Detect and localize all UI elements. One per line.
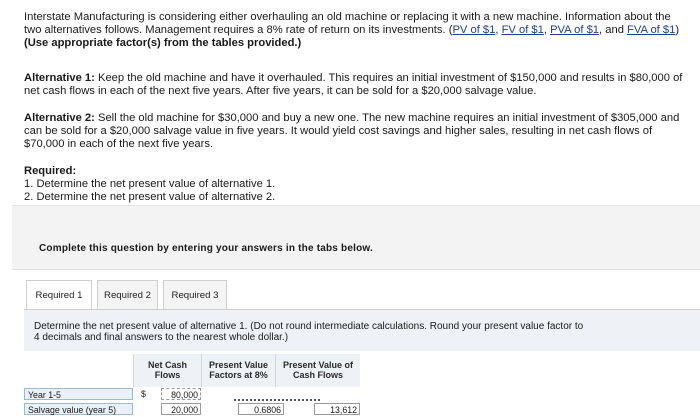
header-blank: [24, 354, 133, 387]
header-net-cash-flows: Net Cash Flows: [133, 354, 201, 387]
fv-table-link[interactable]: FV of $1: [501, 24, 544, 36]
table-row: [24, 388, 374, 400]
tab-required-1[interactable]: Required 1: [26, 280, 92, 310]
net-cash-flow-input[interactable]: 20,000: [161, 403, 201, 415]
tab-required-3[interactable]: Required 3: [163, 280, 227, 310]
net-cash-flow-input[interactable]: 80,000: [161, 388, 201, 400]
tab-required-2[interactable]: Required 2: [97, 280, 158, 310]
table-row: [24, 403, 374, 415]
alternative-1-label: Alternative 1:: [24, 72, 95, 84]
fva-table-link[interactable]: FVA of $1: [627, 24, 676, 36]
required-item: 2. Determine the net present value of alternative 2.: [24, 191, 276, 203]
intro-line-1: Interstate Manufacturing is considering either overhauling an old machine or replacing it with a new machine. Information about the: [24, 11, 671, 23]
answer-section-banner: [12, 205, 700, 270]
required-item: 1. Determine the net present value of alternative 1.: [24, 178, 276, 190]
pva-table-link[interactable]: PVA of $1: [550, 24, 600, 36]
header-pv-factors: Present Value Factors at 8%: [201, 354, 275, 387]
pv-table-link[interactable]: PV of $1: [452, 24, 496, 36]
required-heading: Required:: [24, 165, 77, 177]
intro-note: (Use appropriate factor(s) from the tables provided.): [24, 37, 302, 49]
instructions-text: Determine the net present value of alternative 1. (Do not round intermediate calculations. Round your present value factor to 4 decimals and final answers to the nearest whole dollar.): [34, 321, 584, 343]
problem-intro: [24, 11, 700, 50]
pv-cash-flow-input[interactable]: 13,612: [314, 403, 360, 415]
instructions-panel: [24, 309, 700, 351]
intro-line-2: two alternatives follows. Management requires a 8% rate of return on its investments. (PV of $1, FV of $1, PVA of $1, and FVA of $1): [24, 24, 680, 36]
alternative-2-label: Alternative 2:: [24, 112, 95, 124]
row-label: Year 1-5: [24, 388, 133, 400]
pv-factor-input[interactable]: 0.6806: [238, 403, 284, 415]
npv-table: [24, 354, 374, 417]
alternative-2: Alternative 2: Sell the old machine for $30,000 and buy a new one. The new machine requires an initial investment of $305,000 and can be sold for a $20,000 salvage value in five years. It would yield cost savings and higher sales, resulting in net cash flows of $70,000 in each of the next five years.: [24, 112, 680, 150]
section-title: Complete this question by entering your answers in the tabs below.: [39, 243, 373, 254]
alternative-1: Alternative 1: Keep the old machine and have it overhauled. This requires an initial investment of $150,000 and results in $80,000 of net cash flows in each of the next five years. After five years, it can be sold for a $20,000 salvage value.: [24, 72, 683, 97]
currency-symbol: $: [141, 389, 146, 399]
row-label: Salvage value (year 5): [24, 403, 133, 415]
header-pv-cash-flows: Present Value of Cash Flows: [275, 354, 360, 387]
